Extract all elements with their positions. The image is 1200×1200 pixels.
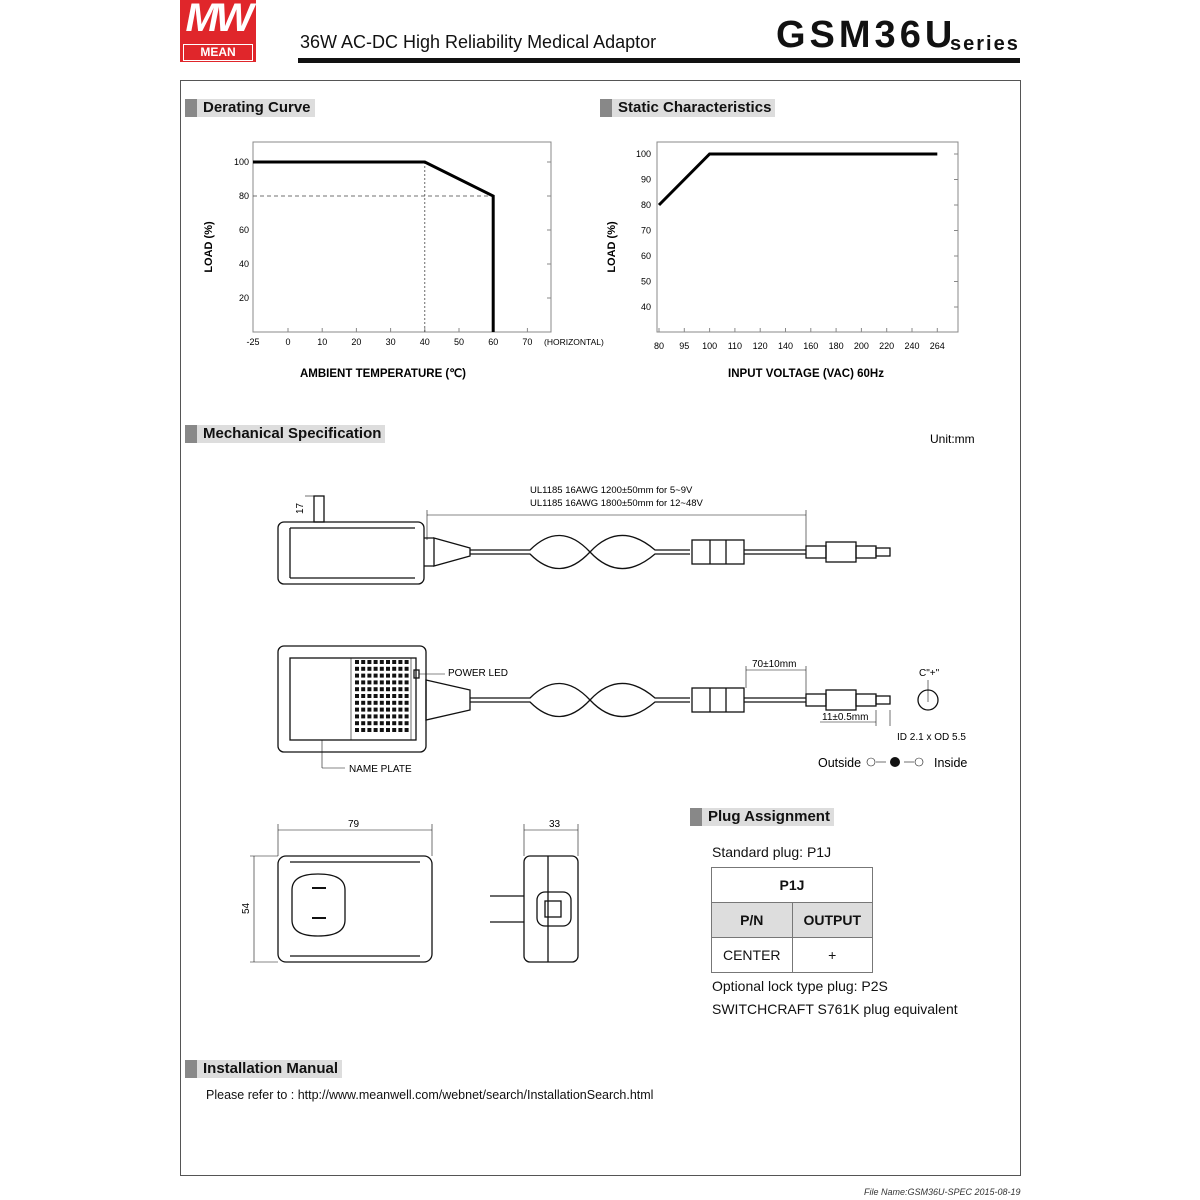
plug-table-header: OUTPUT <box>792 903 873 938</box>
polarity-icon <box>890 757 900 767</box>
vent-hole <box>361 674 365 678</box>
vent-hole <box>386 680 390 684</box>
vent-hole <box>398 687 402 691</box>
charts-svg <box>0 0 1200 400</box>
x-tick-label: 60 <box>488 337 499 347</box>
x-tick-label: 30 <box>385 337 396 347</box>
y-tick-label: 40 <box>640 302 651 312</box>
x-tick-label: 80 <box>653 341 665 351</box>
vent-hole <box>367 674 371 678</box>
vent-hole <box>398 680 402 684</box>
x-tick-label: 40 <box>419 337 430 347</box>
dim-11: 11±0.5mm <box>822 712 869 723</box>
x-tick-label: 180 <box>828 341 844 351</box>
x-tick-label: 140 <box>777 341 794 351</box>
vent-hole <box>386 694 390 698</box>
vent-hole <box>355 721 359 725</box>
vent-hole <box>355 714 359 718</box>
vent-hole <box>398 667 402 671</box>
static-line <box>659 154 937 205</box>
cable-spec-1: UL1185 16AWG 1200±50mm for 5~9V <box>530 485 693 496</box>
section-mechanical-specification: Mechanical Specification <box>185 425 385 443</box>
vent-hole <box>405 708 409 712</box>
vent-hole <box>361 680 365 684</box>
footer-filename: File Name:GSM36U-SPEC 2015-08-19 <box>864 1187 1021 1197</box>
vent-hole <box>386 701 390 705</box>
dim-54: 54 <box>241 902 252 914</box>
vent-hole <box>392 694 396 698</box>
unit-label: Unit:mm <box>930 432 975 446</box>
vent-hole <box>380 660 384 664</box>
section-static-characteristics: Static Characteristics <box>600 99 775 117</box>
model-name: GSM36U <box>776 14 957 56</box>
x-tick-label: 110 <box>727 341 743 351</box>
logo-text: MEAN WELL <box>183 44 253 61</box>
vent-hole <box>398 728 402 732</box>
y-axis-title: LOAD (%) <box>606 221 618 273</box>
x-tick-label: 240 <box>904 341 920 351</box>
plug-table-title: P1J <box>712 868 873 903</box>
x-tick-label: 200 <box>853 341 869 351</box>
vent-hole <box>392 721 396 725</box>
vent-hole <box>386 660 390 664</box>
vent-hole <box>405 674 409 678</box>
vent-hole <box>380 701 384 705</box>
x-tick-label: 264 <box>929 341 945 351</box>
vent-hole <box>361 701 365 705</box>
mechanical-drawing <box>0 420 1200 1040</box>
vent-hole <box>355 728 359 732</box>
adapter-plug-face-view <box>278 856 432 962</box>
plug-table-header: P/N <box>712 903 793 938</box>
vent-hole <box>405 694 409 698</box>
y-tick-label: 100 <box>233 157 249 167</box>
x-tick-label: 0 <box>285 337 291 347</box>
plug-table <box>711 867 873 973</box>
vent-hole <box>355 660 359 664</box>
vent-hole <box>386 728 390 732</box>
x-axis-note: (HORIZONTAL) <box>544 337 604 347</box>
optional-plug: Optional lock type plug: P2S <box>712 978 888 994</box>
vent-hole <box>398 714 402 718</box>
vent-hole <box>361 660 365 664</box>
y-tick-label: 80 <box>640 200 651 210</box>
x-tick-label: 70 <box>522 337 533 347</box>
dim-79: 79 <box>348 819 360 830</box>
vent-hole <box>367 660 371 664</box>
vent-grid <box>355 660 409 732</box>
derating-chart <box>203 142 604 380</box>
vent-hole <box>355 694 359 698</box>
vent-hole <box>361 687 365 691</box>
vent-hole <box>374 714 378 718</box>
vent-hole <box>367 687 371 691</box>
x-tick-label: 10 <box>317 337 328 347</box>
vent-hole <box>380 694 384 698</box>
vent-hole <box>392 714 396 718</box>
vent-hole <box>367 701 371 705</box>
vent-hole <box>405 728 409 732</box>
vent-hole <box>374 674 378 678</box>
product-subtitle: 36W AC-DC High Reliability Medical Adaptor <box>300 32 657 52</box>
vent-hole <box>367 714 371 718</box>
vent-hole <box>392 680 396 684</box>
dim-33: 33 <box>549 819 561 830</box>
vent-hole <box>361 694 365 698</box>
x-tick-label: 160 <box>803 341 819 351</box>
series-label: series <box>950 33 1020 55</box>
plug-size: ID 2.1 x OD 5.5 <box>897 732 966 743</box>
y-tick-label: 90 <box>640 174 651 185</box>
vent-hole <box>374 728 378 732</box>
vent-hole <box>374 660 378 664</box>
vent-hole <box>355 667 359 671</box>
vent-hole <box>398 674 402 678</box>
y-tick-label: 20 <box>238 293 249 303</box>
plot-frame <box>657 142 958 332</box>
vent-hole <box>361 667 365 671</box>
vent-hole <box>386 714 390 718</box>
x-tick-label: -25 <box>246 337 260 347</box>
table-cell: + <box>792 938 873 973</box>
vent-hole <box>398 701 402 705</box>
vent-hole <box>405 680 409 684</box>
vent-hole <box>374 694 378 698</box>
standard-plug: Standard plug: P1J <box>712 844 832 860</box>
vent-hole <box>380 721 384 725</box>
vent-hole <box>386 721 390 725</box>
x-tick-label: 120 <box>752 341 768 351</box>
vent-hole <box>380 674 384 678</box>
x-axis-title: AMBIENT TEMPERATURE (℃) <box>299 368 467 380</box>
vent-hole <box>398 660 402 664</box>
vent-hole <box>367 728 371 732</box>
vent-hole <box>405 667 409 671</box>
dim-70: 70±10mm <box>752 659 797 670</box>
plot-frame <box>253 142 551 332</box>
center-label: C"+" <box>919 668 940 679</box>
vent-hole <box>405 687 409 691</box>
vent-hole <box>392 728 396 732</box>
dim-17: 17 <box>295 502 306 514</box>
vent-hole <box>386 674 390 678</box>
y-tick-label: 80 <box>238 191 249 201</box>
vent-hole <box>392 708 396 712</box>
vent-hole <box>367 721 371 725</box>
vent-hole <box>405 660 409 664</box>
vent-hole <box>398 694 402 698</box>
vent-hole <box>374 708 378 712</box>
vent-hole <box>380 667 384 671</box>
table-cell: CENTER <box>712 938 793 973</box>
adapter-side-view <box>278 496 890 584</box>
vent-hole <box>380 687 384 691</box>
vent-hole <box>374 721 378 725</box>
vent-hole <box>392 674 396 678</box>
vent-hole <box>355 680 359 684</box>
y-tick-label: 70 <box>640 225 651 236</box>
inside-label: Inside <box>934 756 968 770</box>
x-axis-title: INPUT VOLTAGE (VAC) 60Hz <box>728 368 884 380</box>
y-tick-label: 40 <box>238 259 249 269</box>
vent-hole <box>355 708 359 712</box>
logo-mark: MW <box>185 0 251 40</box>
vent-hole <box>386 687 390 691</box>
y-tick-label: 60 <box>640 251 651 261</box>
section-installation-manual: Installation Manual <box>185 1060 342 1078</box>
vent-hole <box>380 714 384 718</box>
y-tick-label: 100 <box>635 149 651 159</box>
table-row <box>712 938 873 973</box>
vent-hole <box>374 680 378 684</box>
y-tick-label: 50 <box>640 276 651 287</box>
vent-hole <box>374 701 378 705</box>
vent-hole <box>392 667 396 671</box>
vent-hole <box>361 728 365 732</box>
outside-label: Outside <box>818 756 862 770</box>
vent-hole <box>380 708 384 712</box>
vent-hole <box>380 680 384 684</box>
vent-hole <box>367 680 371 684</box>
vent-hole <box>380 728 384 732</box>
section-derating-curve: Derating Curve <box>185 99 315 117</box>
vent-hole <box>361 721 365 725</box>
power-led-label: POWER LED <box>448 668 509 679</box>
install-reference[interactable]: Please refer to : http://www.meanwell.com/webnet/search/InstallationSearch.html <box>206 1088 654 1102</box>
x-tick-label: 100 <box>702 341 718 351</box>
vent-hole <box>355 674 359 678</box>
vent-hole <box>405 721 409 725</box>
vent-hole <box>361 714 365 718</box>
vent-hole <box>367 667 371 671</box>
vent-hole <box>386 667 390 671</box>
y-tick-label: 60 <box>238 225 249 235</box>
vent-hole <box>374 667 378 671</box>
x-tick-label: 20 <box>351 337 362 347</box>
vent-hole <box>392 687 396 691</box>
vent-hole <box>405 714 409 718</box>
x-tick-label: 95 <box>679 341 690 351</box>
name-plate-label: NAME PLATE <box>349 764 412 775</box>
adapter-end-view <box>490 856 578 962</box>
section-plug-assignment: Plug Assignment <box>690 808 834 826</box>
vent-hole <box>367 694 371 698</box>
vent-hole <box>392 660 396 664</box>
derating-line <box>253 162 493 332</box>
vent-hole <box>374 687 378 691</box>
x-tick-label: 220 <box>879 341 895 351</box>
vent-hole <box>361 708 365 712</box>
x-tick-label: 50 <box>453 337 465 347</box>
vent-hole <box>386 708 390 712</box>
static-chart <box>606 142 958 380</box>
vent-hole <box>398 708 402 712</box>
y-axis-title: LOAD (%) <box>203 221 215 273</box>
cable-spec-2: UL1185 16AWG 1800±50mm for 12~48V <box>530 498 703 509</box>
vent-hole <box>398 721 402 725</box>
vent-hole <box>355 701 359 705</box>
vent-hole <box>355 687 359 691</box>
plug-equivalent: SWITCHCRAFT S761K plug equivalent <box>712 1001 958 1017</box>
vent-hole <box>367 708 371 712</box>
vent-hole <box>392 701 396 705</box>
vent-hole <box>405 701 409 705</box>
